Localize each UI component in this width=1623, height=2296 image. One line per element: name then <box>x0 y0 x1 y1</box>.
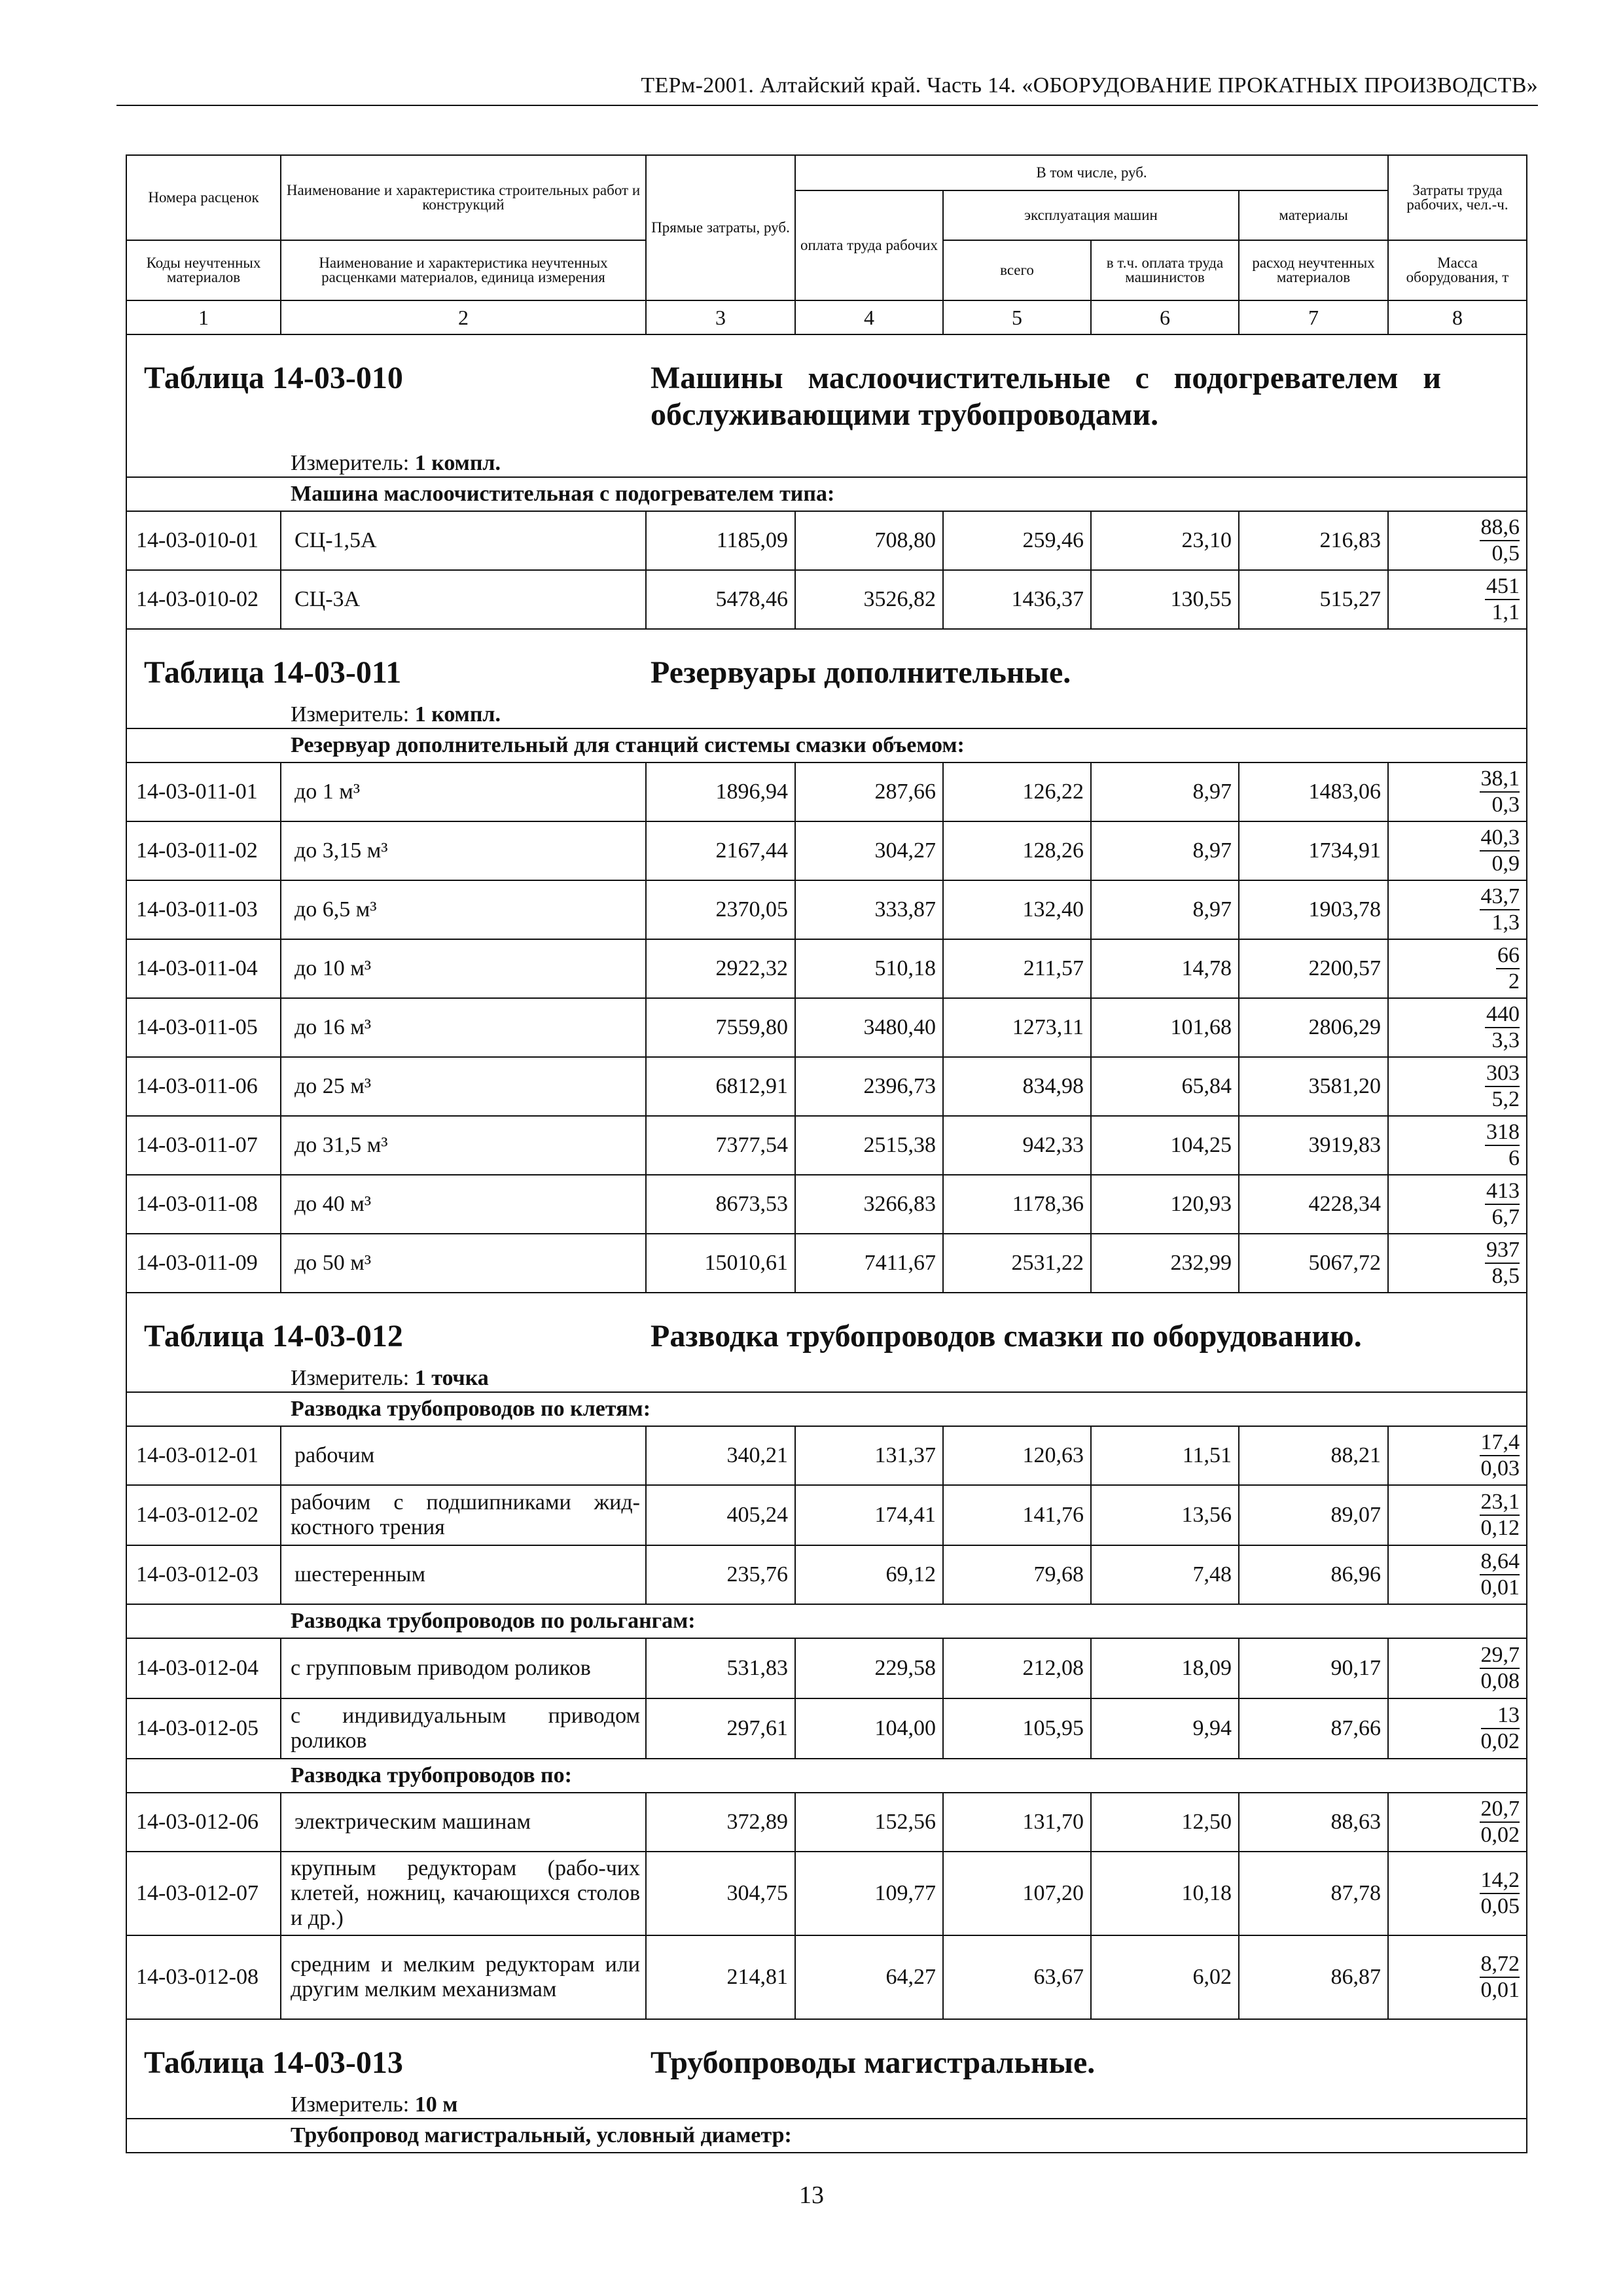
group-title-row <box>126 1759 1527 1793</box>
labor-pay-value: 3526,82 <box>795 570 943 629</box>
mass-value: 0,12 <box>1480 1516 1520 1540</box>
group-title: Резервуар дополнительный для станций системы смазки объемом: <box>126 728 1527 762</box>
machines-total-value: 834,98 <box>943 1057 1091 1116</box>
page-number: 13 <box>799 2181 824 2209</box>
labor-mass-fraction <box>1485 574 1520 625</box>
labor-mass-fraction <box>1480 1952 1520 2003</box>
table-name: Трубопроводы магистральные. <box>651 2045 1096 2080</box>
work-name: рабочим с подшипниками жид-костного трения <box>281 1485 646 1545</box>
labor-mass-fraction <box>1485 1179 1520 1230</box>
labor-pay-value: 64,27 <box>795 1935 943 2019</box>
machines-total-value: 79,68 <box>943 1545 1091 1604</box>
labor-pay-value: 104,00 <box>795 1698 943 1759</box>
table-body <box>126 334 1527 2153</box>
labor-pay-value: 3480,40 <box>795 998 943 1057</box>
work-name: до 6,5 м³ <box>281 880 646 939</box>
col-number: 8 <box>1388 300 1527 334</box>
table-name: Резервуары дополнительные. <box>651 655 1071 690</box>
table-row <box>126 1234 1527 1293</box>
labor-pay-value: 287,66 <box>795 762 943 821</box>
mass-value: 0,05 <box>1480 1894 1520 1918</box>
col-number: 6 <box>1091 300 1239 334</box>
group-title-row <box>126 2119 1527 2153</box>
materials-value: 1483,06 <box>1239 762 1388 821</box>
materials-value: 89,07 <box>1239 1485 1388 1545</box>
table-row <box>126 1175 1527 1234</box>
labor-mass-fraction <box>1496 943 1520 994</box>
rate-code: 14-03-010-01 <box>126 511 281 570</box>
materials-value: 3919,83 <box>1239 1116 1388 1175</box>
mass-value: 0,5 <box>1491 541 1520 565</box>
table-row <box>126 939 1527 998</box>
work-name: до 3,15 м³ <box>281 821 646 880</box>
mass-value: 6,7 <box>1491 1205 1520 1229</box>
header-mass: Масса оборудования, т <box>1388 240 1527 300</box>
machines-total-value: 131,70 <box>943 1793 1091 1852</box>
group-title: Разводка трубопроводов по рольгангам: <box>126 1604 1527 1638</box>
direct-costs-value: 7377,54 <box>646 1116 795 1175</box>
measure-row <box>126 450 1527 477</box>
work-name: СЦ-3А <box>281 570 646 629</box>
materials-value: 87,78 <box>1239 1852 1388 1935</box>
labor-hours-value: 43,7 <box>1480 884 1520 910</box>
labor-hours-value: 40,3 <box>1480 825 1520 852</box>
mass-value: 2 <box>1508 969 1520 994</box>
labor-mass-fraction <box>1480 515 1520 566</box>
labor-hours-value: 88,6 <box>1480 515 1520 541</box>
col-number: 5 <box>943 300 1091 334</box>
labor-pay-value: 333,87 <box>795 880 943 939</box>
direct-costs-value: 405,24 <box>646 1485 795 1545</box>
rate-code: 14-03-012-05 <box>126 1698 281 1759</box>
labor-hours-value: 29,7 <box>1480 1643 1520 1669</box>
mass-value: 0,9 <box>1491 852 1520 876</box>
rate-code: 14-03-011-05 <box>126 998 281 1057</box>
work-name: до 50 м³ <box>281 1234 646 1293</box>
measure-row <box>126 1365 1527 1392</box>
measure-label: Измеритель: <box>291 2092 410 2117</box>
labor-pay-value: 229,58 <box>795 1638 943 1698</box>
machinists-pay-value: 65,84 <box>1091 1057 1239 1116</box>
group-title-row <box>126 728 1527 762</box>
work-name: до 16 м³ <box>281 998 646 1057</box>
machinists-pay-value: 6,02 <box>1091 1935 1239 2019</box>
table-row <box>126 511 1527 570</box>
labor-hours-mass-cell <box>1388 939 1527 998</box>
labor-pay-value: 708,80 <box>795 511 943 570</box>
direct-costs-value: 2370,05 <box>646 880 795 939</box>
rates-table-wrapper <box>126 154 1526 2153</box>
labor-pay-value: 2396,73 <box>795 1057 943 1116</box>
header-machines-total: всего <box>943 240 1091 300</box>
table-title-row <box>126 2019 1527 2092</box>
machinists-pay-value: 130,55 <box>1091 570 1239 629</box>
machines-total-value: 212,08 <box>943 1638 1091 1698</box>
group-title-row <box>126 477 1527 511</box>
machines-total-value: 942,33 <box>943 1116 1091 1175</box>
machines-total-value: 126,22 <box>943 762 1091 821</box>
direct-costs-value: 8673,53 <box>646 1175 795 1234</box>
machinists-pay-value: 11,51 <box>1091 1426 1239 1485</box>
machinists-pay-value: 232,99 <box>1091 1234 1239 1293</box>
table-code: Таблица 14-03-010 <box>144 361 403 395</box>
header-unaccounted-materials: расход неучтенных материалов <box>1239 240 1388 300</box>
labor-hours-value: 318 <box>1485 1120 1520 1146</box>
direct-costs-value: 340,21 <box>646 1426 795 1485</box>
labor-hours-mass-cell <box>1388 880 1527 939</box>
machines-total-value: 211,57 <box>943 939 1091 998</box>
labor-hours-mass-cell <box>1388 1234 1527 1293</box>
header-direct-costs: Прямые затраты, руб. <box>646 155 795 300</box>
header-material-codes: Коды неучтенных материалов <box>126 240 281 300</box>
materials-value: 3581,20 <box>1239 1057 1388 1116</box>
direct-costs-value: 214,81 <box>646 1935 795 2019</box>
materials-value: 88,21 <box>1239 1426 1388 1485</box>
labor-hours-value: 23,1 <box>1480 1490 1520 1516</box>
labor-pay-value: 131,37 <box>795 1426 943 1485</box>
direct-costs-value: 235,76 <box>646 1545 795 1604</box>
group-title: Разводка трубопроводов по клетям: <box>126 1392 1527 1426</box>
direct-costs-value: 2167,44 <box>646 821 795 880</box>
table-code: Таблица 14-03-012 <box>144 1319 403 1354</box>
measure-value: 1 компл. <box>414 451 501 475</box>
labor-hours-value: 13 <box>1481 1703 1520 1729</box>
labor-mass-fraction <box>1480 1797 1520 1848</box>
labor-hours-mass-cell <box>1388 570 1527 629</box>
rate-code: 14-03-011-04 <box>126 939 281 998</box>
machines-total-value: 1178,36 <box>943 1175 1091 1234</box>
header-incl: В том числе, руб. <box>795 155 1388 190</box>
table-row <box>126 1698 1527 1759</box>
table-row <box>126 1793 1527 1852</box>
machinists-pay-value: 9,94 <box>1091 1698 1239 1759</box>
machinists-pay-value: 10,18 <box>1091 1852 1239 1935</box>
labor-mass-fraction <box>1485 1061 1520 1112</box>
measure-label: Измеритель: <box>291 1366 410 1390</box>
rate-code: 14-03-011-08 <box>126 1175 281 1234</box>
work-name: до 1 м³ <box>281 762 646 821</box>
rate-code: 14-03-011-02 <box>126 821 281 880</box>
materials-value: 1734,91 <box>1239 821 1388 880</box>
machines-total-value: 63,67 <box>943 1935 1091 2019</box>
materials-value: 1903,78 <box>1239 880 1388 939</box>
table-name: Разводка трубопроводов смазки по оборудованию. <box>651 1319 1362 1354</box>
labor-pay-value: 7411,67 <box>795 1234 943 1293</box>
rate-code: 14-03-012-06 <box>126 1793 281 1852</box>
direct-costs-value: 15010,61 <box>646 1234 795 1293</box>
machines-total-value: 259,46 <box>943 511 1091 570</box>
labor-hours-mass-cell <box>1388 821 1527 880</box>
header-machines: эксплуатация машин <box>943 190 1239 240</box>
header-rate-no: Номера расценок <box>126 155 281 240</box>
mass-value: 0,3 <box>1491 793 1520 817</box>
table-title-row <box>126 1293 1527 1365</box>
machinists-pay-value: 8,97 <box>1091 762 1239 821</box>
labor-hours-mass-cell <box>1388 1485 1527 1545</box>
header-materials: материалы <box>1239 190 1388 240</box>
table-row <box>126 762 1527 821</box>
header-machinists-pay: в т.ч. оплата труда машинистов <box>1091 240 1239 300</box>
table-row <box>126 1852 1527 1935</box>
materials-value: 90,17 <box>1239 1638 1388 1698</box>
rate-code: 14-03-011-06 <box>126 1057 281 1116</box>
labor-pay-value: 510,18 <box>795 939 943 998</box>
mass-value: 8,5 <box>1491 1264 1520 1288</box>
labor-pay-value: 109,77 <box>795 1852 943 1935</box>
labor-hours-mass-cell <box>1388 1116 1527 1175</box>
materials-value: 4228,34 <box>1239 1175 1388 1234</box>
machinists-pay-value: 12,50 <box>1091 1793 1239 1852</box>
group-title-row <box>126 1604 1527 1638</box>
labor-hours-value: 14,2 <box>1480 1868 1520 1894</box>
mass-value: 6 <box>1508 1146 1520 1170</box>
measure-value: 1 точка <box>414 1366 489 1390</box>
labor-mass-fraction <box>1480 884 1520 935</box>
direct-costs-value: 2922,32 <box>646 939 795 998</box>
mass-value: 0,02 <box>1480 1823 1520 1847</box>
labor-hours-value: 937 <box>1485 1238 1520 1264</box>
machines-total-value: 132,40 <box>943 880 1091 939</box>
direct-costs-value: 297,61 <box>646 1698 795 1759</box>
table-row <box>126 1057 1527 1116</box>
machines-total-value: 128,26 <box>943 821 1091 880</box>
labor-mass-fraction <box>1485 1120 1520 1171</box>
materials-value: 86,87 <box>1239 1935 1388 2019</box>
table-row <box>126 1426 1527 1485</box>
labor-hours-mass-cell <box>1388 1426 1527 1485</box>
rate-code: 14-03-010-02 <box>126 570 281 629</box>
machinists-pay-value: 104,25 <box>1091 1116 1239 1175</box>
work-name: до 25 м³ <box>281 1057 646 1116</box>
labor-mass-fraction <box>1480 1868 1520 1919</box>
group-title: Машина маслоочистительная с подогревателем типа: <box>126 477 1527 511</box>
rate-code: 14-03-012-03 <box>126 1545 281 1604</box>
measure-row <box>126 702 1527 728</box>
labor-mass-fraction <box>1485 1002 1520 1053</box>
measure-label: Измеритель: <box>291 702 410 726</box>
labor-mass-fraction <box>1480 1549 1520 1600</box>
mass-value: 0,02 <box>1480 1729 1520 1753</box>
rate-code: 14-03-012-02 <box>126 1485 281 1545</box>
labor-mass-fraction <box>1480 825 1520 876</box>
work-name: до 10 м³ <box>281 939 646 998</box>
work-name: средним и мелким редукторам или другим мелким механизмам <box>281 1935 646 2019</box>
direct-costs-value: 1896,94 <box>646 762 795 821</box>
labor-hours-mass-cell <box>1388 1793 1527 1852</box>
header-labor-costs: Затраты труда рабочих, чел.-ч. <box>1388 155 1527 240</box>
rate-code: 14-03-011-01 <box>126 762 281 821</box>
labor-hours-mass-cell <box>1388 1175 1527 1234</box>
machines-total-value: 1273,11 <box>943 998 1091 1057</box>
rates-table <box>126 154 1527 2153</box>
machinists-pay-value: 23,10 <box>1091 511 1239 570</box>
group-title-row <box>126 1392 1527 1426</box>
labor-mass-fraction <box>1480 766 1520 817</box>
rate-code: 14-03-012-07 <box>126 1852 281 1935</box>
direct-costs-value: 6812,91 <box>646 1057 795 1116</box>
machines-total-value: 107,20 <box>943 1852 1091 1935</box>
labor-pay-value: 2515,38 <box>795 1116 943 1175</box>
labor-mass-fraction <box>1480 1643 1520 1694</box>
work-name: крупным редукторам (рабо-чих клетей, ножниц, качающихся столов и др.) <box>281 1852 646 1935</box>
machinists-pay-value: 8,97 <box>1091 880 1239 939</box>
labor-hours-mass-cell <box>1388 1935 1527 2019</box>
materials-value: 87,66 <box>1239 1698 1388 1759</box>
table-row <box>126 1638 1527 1698</box>
labor-hours-value: 451 <box>1485 574 1520 600</box>
table-title-row <box>126 334 1527 450</box>
header-material-names: Наименование и характеристика неучтенных расценками материалов, единица измерения <box>281 240 646 300</box>
mass-value: 0,03 <box>1480 1456 1520 1480</box>
materials-value: 86,96 <box>1239 1545 1388 1604</box>
mass-value: 1,1 <box>1491 600 1520 624</box>
table-code: Таблица 14-03-011 <box>144 655 402 690</box>
col-number: 7 <box>1239 300 1388 334</box>
labor-hours-mass-cell <box>1388 1852 1527 1935</box>
table-name: Машины маслоочистительные с подогревателем и обслуживающими трубопроводами. <box>651 361 1442 432</box>
mass-value: 0,08 <box>1480 1669 1520 1693</box>
labor-pay-value: 174,41 <box>795 1485 943 1545</box>
labor-pay-value: 152,56 <box>795 1793 943 1852</box>
labor-pay-value: 3266,83 <box>795 1175 943 1234</box>
machinists-pay-value: 13,56 <box>1091 1485 1239 1545</box>
col-number: 2 <box>281 300 646 334</box>
machines-total-value: 120,63 <box>943 1426 1091 1485</box>
labor-mass-fraction <box>1485 1238 1520 1289</box>
labor-hours-mass-cell <box>1388 1057 1527 1116</box>
rate-code: 14-03-011-07 <box>126 1116 281 1175</box>
materials-value: 88,63 <box>1239 1793 1388 1852</box>
mass-value: 5,2 <box>1491 1087 1520 1111</box>
materials-value: 5067,72 <box>1239 1234 1388 1293</box>
header-work-name: Наименование и характеристика строительных работ и конструкций <box>281 155 646 240</box>
labor-hours-mass-cell <box>1388 762 1527 821</box>
header-rule <box>116 105 1538 106</box>
labor-hours-value: 17,4 <box>1480 1430 1520 1456</box>
direct-costs-value: 531,83 <box>646 1638 795 1698</box>
machinists-pay-value: 120,93 <box>1091 1175 1239 1234</box>
direct-costs-value: 304,75 <box>646 1852 795 1935</box>
direct-costs-value: 7559,80 <box>646 998 795 1057</box>
labor-hours-mass-cell <box>1388 1698 1527 1759</box>
table-row <box>126 1485 1527 1545</box>
group-title: Трубопровод магистральный, условный диаметр: <box>126 2119 1527 2153</box>
group-title: Разводка трубопроводов по: <box>126 1759 1527 1793</box>
labor-hours-mass-cell <box>1388 1638 1527 1698</box>
work-name: до 31,5 м³ <box>281 1116 646 1175</box>
machinists-pay-value: 8,97 <box>1091 821 1239 880</box>
work-name: с групповым приводом роликов <box>281 1638 646 1698</box>
measure-label: Измеритель: <box>291 451 410 475</box>
direct-costs-value: 1185,09 <box>646 511 795 570</box>
machinists-pay-value: 14,78 <box>1091 939 1239 998</box>
measure-value: 1 компл. <box>414 702 501 726</box>
materials-value: 216,83 <box>1239 511 1388 570</box>
labor-mass-fraction <box>1480 1430 1520 1481</box>
labor-mass-fraction <box>1481 1703 1520 1754</box>
table-header <box>126 155 1527 334</box>
machines-total-value: 105,95 <box>943 1698 1091 1759</box>
measure-value: 10 м <box>414 2092 458 2117</box>
rate-code: 14-03-011-03 <box>126 880 281 939</box>
labor-hours-mass-cell <box>1388 511 1527 570</box>
table-row <box>126 1935 1527 2019</box>
work-name: шестеренным <box>281 1545 646 1604</box>
table-row <box>126 880 1527 939</box>
table-row <box>126 1545 1527 1604</box>
mass-value: 1,3 <box>1491 910 1520 935</box>
direct-costs-value: 372,89 <box>646 1793 795 1852</box>
materials-value: 2200,57 <box>1239 939 1388 998</box>
machinists-pay-value: 7,48 <box>1091 1545 1239 1604</box>
table-row <box>126 821 1527 880</box>
labor-pay-value: 69,12 <box>795 1545 943 1604</box>
labor-hours-value: 8,64 <box>1480 1549 1520 1575</box>
materials-value: 2806,29 <box>1239 998 1388 1057</box>
direct-costs-value: 5478,46 <box>646 570 795 629</box>
labor-hours-value: 66 <box>1496 943 1520 969</box>
labor-hours-mass-cell <box>1388 998 1527 1057</box>
table-title-row <box>126 629 1527 702</box>
labor-hours-mass-cell <box>1388 1545 1527 1604</box>
work-name: до 40 м³ <box>281 1175 646 1234</box>
work-name: СЦ-1,5А <box>281 511 646 570</box>
running-head: ТЕРм-2001. Алтайский край. Часть 14. «ОБОРУДОВАНИЕ ПРОКАТНЫХ ПРОИЗВОДСТВ» <box>641 73 1538 98</box>
col-number: 4 <box>795 300 943 334</box>
labor-hours-value: 8,72 <box>1480 1952 1520 1978</box>
labor-mass-fraction <box>1480 1490 1520 1541</box>
machinists-pay-value: 18,09 <box>1091 1638 1239 1698</box>
mass-value: 0,01 <box>1480 1978 1520 2002</box>
table-row <box>126 570 1527 629</box>
labor-hours-value: 413 <box>1485 1179 1520 1205</box>
work-name: электрическим машинам <box>281 1793 646 1852</box>
materials-value: 515,27 <box>1239 570 1388 629</box>
labor-hours-value: 38,1 <box>1480 766 1520 793</box>
work-name: рабочим <box>281 1426 646 1485</box>
rate-code: 14-03-012-04 <box>126 1638 281 1698</box>
table-code: Таблица 14-03-013 <box>144 2045 403 2080</box>
mass-value: 0,01 <box>1480 1575 1520 1600</box>
table-row <box>126 1116 1527 1175</box>
labor-pay-value: 304,27 <box>795 821 943 880</box>
machinists-pay-value: 101,68 <box>1091 998 1239 1057</box>
header-labor-pay: оплата труда рабочих <box>795 190 943 300</box>
labor-hours-value: 440 <box>1485 1002 1520 1028</box>
machines-total-value: 141,76 <box>943 1485 1091 1545</box>
table-row <box>126 998 1527 1057</box>
machines-total-value: 1436,37 <box>943 570 1091 629</box>
measure-row <box>126 2092 1527 2119</box>
col-number: 3 <box>646 300 795 334</box>
rate-code: 14-03-012-01 <box>126 1426 281 1485</box>
rate-code: 14-03-012-08 <box>126 1935 281 2019</box>
col-number: 1 <box>126 300 281 334</box>
labor-hours-value: 303 <box>1485 1061 1520 1087</box>
machines-total-value: 2531,22 <box>943 1234 1091 1293</box>
labor-hours-value: 20,7 <box>1480 1797 1520 1823</box>
work-name: с индивидуальным приводом роликов <box>281 1698 646 1759</box>
mass-value: 3,3 <box>1491 1028 1520 1052</box>
rate-code: 14-03-011-09 <box>126 1234 281 1293</box>
